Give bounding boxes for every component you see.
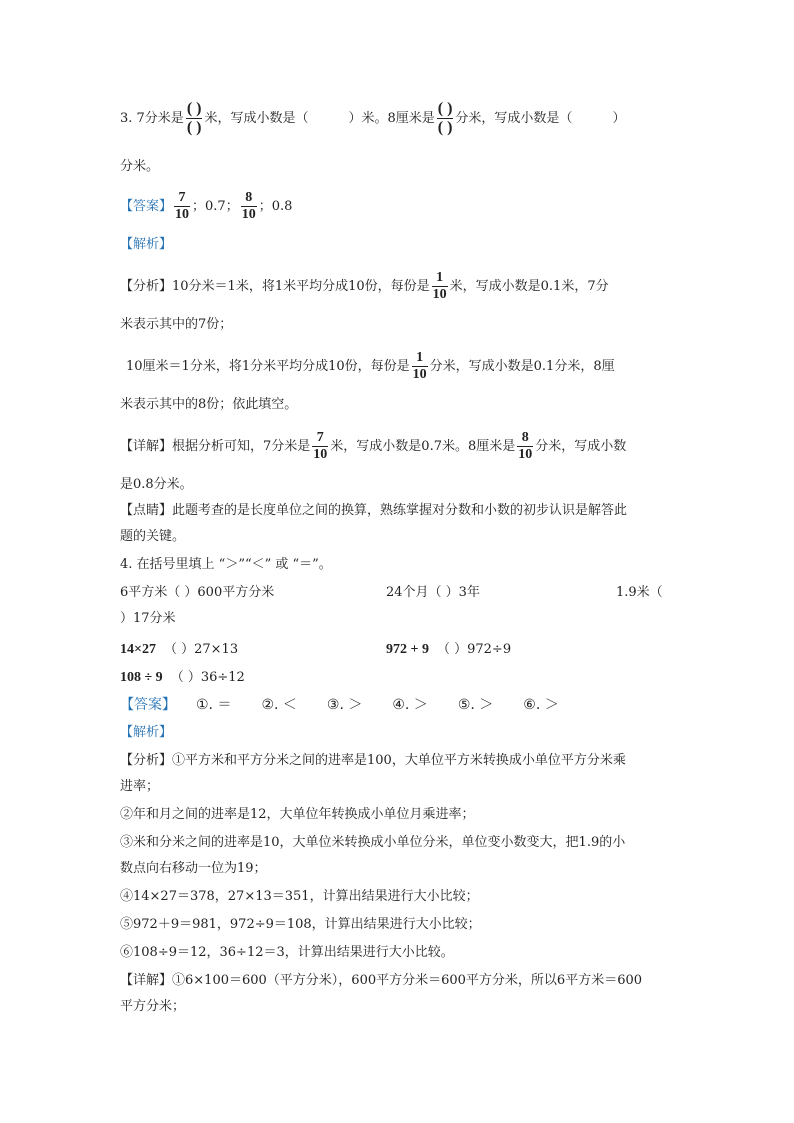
- q3-para2: 10厘米＝1分米，将1分米平均分成10份，每份是 $\frac{1}{10}$ 分米，写成小数是0.1分米，8厘: [126, 350, 615, 382]
- fenxi-fraction: $\frac{1}{10}$: [432, 270, 447, 302]
- q3-blank-fraction-1: $\frac{( )}{( )}$: [186, 100, 202, 136]
- q4-row1-col1: 6平方米（ ）600平方分米: [120, 585, 275, 600]
- q4-detail-line2: 平方分米；: [120, 999, 186, 1014]
- q3-point: 【点睛】此题考查的是长度单位之间的换算，熟练掌握对分数和小数的初步认识是解答此: [120, 503, 628, 518]
- answer-label: 【答案】: [120, 199, 173, 214]
- answer-fraction-1: $\frac{7}{10}$: [175, 190, 190, 222]
- q3-end-text: ）: [612, 111, 626, 126]
- q4-row1-col2: 24个月（ ）3年: [386, 585, 480, 600]
- para2-fraction: $\frac{1}{10}$: [412, 350, 427, 382]
- q4-answer-5: ⑤. ＞: [457, 697, 494, 713]
- q4-fenxi-5: ⑤972＋9＝981，972÷9＝108，计算出结果进行大小比较；: [120, 917, 481, 932]
- q4-fenxi-3b: 数点向右移动一位为19；: [120, 861, 267, 876]
- q4-answer: 【答案】 ①. ＝ ②. ＜ ③. ＞ ④. ＞ ⑤. ＞ ⑥. ＞: [120, 697, 559, 713]
- q4-answer-4: ④. ＞: [392, 697, 428, 713]
- q4-title: 4. 在括号里填上 “＞”“＜” 或 “＝”。: [120, 557, 332, 572]
- q4-row4: 108 ÷ 9 （ ）36÷12: [120, 670, 245, 685]
- analysis-label: 【解析】: [120, 237, 173, 252]
- q3-answer: 【答案】 $\frac{7}{10}$ ；0.7； $\frac{8}{10}$ ；0.8: [120, 190, 293, 222]
- q4-answer-6: ⑥. ＞: [523, 697, 559, 713]
- q4-analysis-label: 【解析】: [120, 725, 173, 740]
- q3-stem-line2: 分米。: [120, 159, 160, 174]
- q4-row1-col3: 1.9米（: [616, 585, 663, 600]
- q3-point-line2: 题的关键。: [120, 529, 186, 544]
- q4-answer-3: ③. ＞: [326, 697, 363, 713]
- q4-fenxi-1b: 进率；: [120, 779, 160, 794]
- q4-fenxi-6: ⑥108÷9＝12，36÷12＝3，计算出结果进行大小比较。: [120, 945, 454, 960]
- q4-answer-1: ①. ＝: [196, 697, 232, 713]
- q3-para2-line2: 米表示其中的8份；依此填空。: [120, 397, 298, 412]
- q3-mid-text-3: 分米，写成小数是（: [455, 111, 573, 126]
- q4-row2: ）17分米: [120, 611, 176, 626]
- q4-row3-col1: 14×27 （ ）27×13: [120, 642, 239, 657]
- q4-fenxi-4: ④14×27＝378，27×13＝351，计算出结果进行大小比较；: [120, 889, 479, 904]
- q3-stem: [120, 100, 625, 137]
- q3-mid-text-2: ）米。8厘米是: [348, 111, 435, 126]
- q3-detail: 【详解】根据分析可知，7分米是 $\frac{7}{10}$ 米，写成小数是0.7米。8厘米是 $\frac{8}{10}$ 分米，写成小数: [120, 430, 627, 462]
- q4-fenxi-3: ③米和分米之间的进率是10，大单位米转换成小单位分米，单位变小数变大，把1.9的小: [120, 835, 626, 850]
- q4-answer-2: ②. ＜: [261, 697, 297, 713]
- q3-fenxi: 【分析】10分米＝1米，将1米平均分成10份，每份是 $\frac{1}{10}$ 米，写成小数是0.1米，7分: [120, 270, 609, 302]
- q4-row3-col2: 972 + 9 （ ）972÷9: [386, 642, 512, 657]
- q3-mid-text-1: 米，写成小数是（: [204, 111, 309, 126]
- detail-fraction-1: $\frac{7}{10}$: [313, 430, 328, 462]
- q3-detail-line2: 是0.8分米。: [120, 477, 193, 492]
- detail-fraction-2: $\frac{8}{10}$: [518, 430, 533, 462]
- q3-fenxi-line2: 米表示其中的7份；: [120, 317, 233, 332]
- answer-fraction-2: $\frac{8}{10}$: [241, 190, 256, 222]
- q4-fenxi-1: 【分析】①平方米和平方分米之间的进率是100，大单位平方米转换成小单位平方分米乘: [120, 753, 626, 768]
- q4-detail: 【详解】①6×100＝600（平方分米），600平方分米＝600平方分米，所以6平方米＝600: [120, 973, 643, 988]
- q4-fenxi-2: ②年和月之间的进率是12，大单位年转换成小单位月乘进率；: [120, 807, 475, 822]
- q3-prefix: 3. 7分米是: [120, 111, 184, 126]
- q3-blank-fraction-2: $\frac{( )}{( )}$: [437, 100, 453, 136]
